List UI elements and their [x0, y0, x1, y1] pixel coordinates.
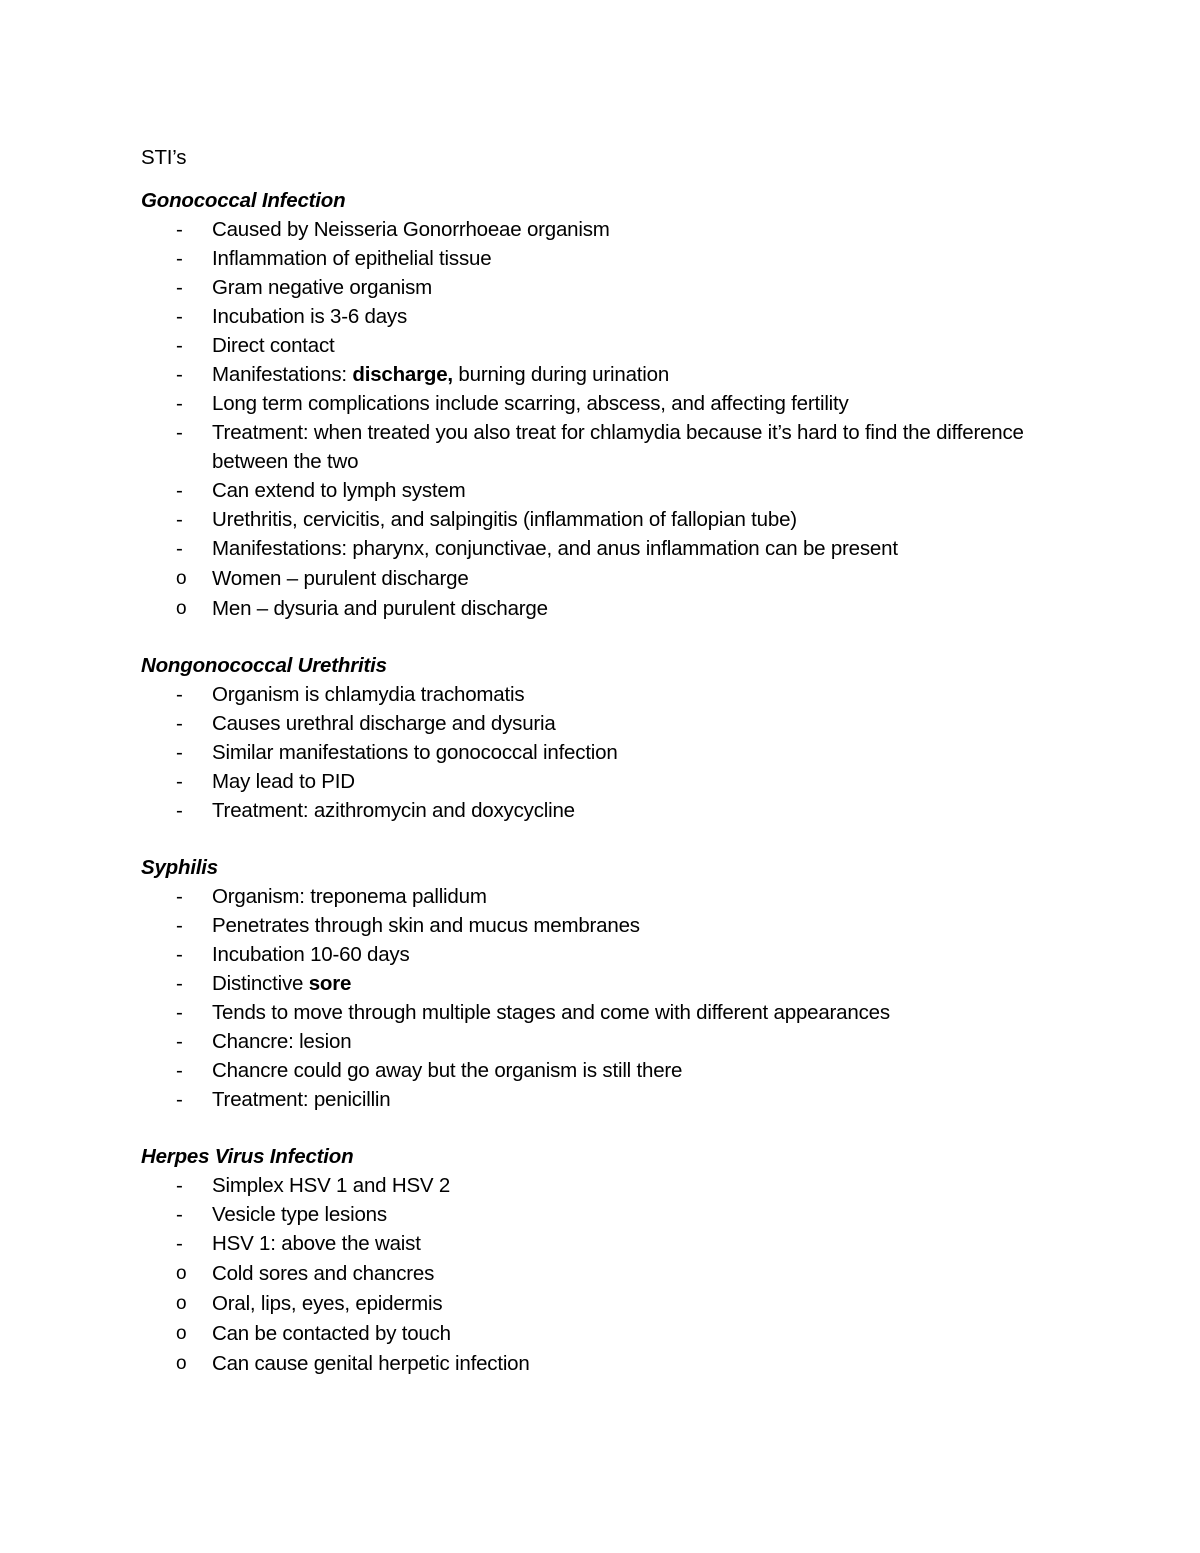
section-heading: Syphilis	[141, 856, 219, 879]
list-item: - Vesicle type lesions	[141, 1200, 1041, 1229]
list-item: - Penetrates through skin and mucus membranes	[141, 911, 1041, 940]
dash-marker: -	[176, 1088, 183, 1111]
section-heading: Gonococcal Infection	[141, 189, 346, 212]
dash-marker: -	[176, 741, 183, 764]
circle-marker: o	[176, 1323, 187, 1344]
bullet-list	[141, 215, 1041, 563]
dash-marker: -	[176, 392, 183, 415]
bullet-list	[141, 680, 1041, 825]
list-item: - Distinctive sore	[141, 969, 1041, 998]
dash-marker: -	[176, 305, 183, 328]
list-item: - Gram negative organism	[141, 273, 1041, 302]
dash-marker: -	[176, 770, 183, 793]
section-syphilis	[141, 853, 1041, 1114]
circle-marker: o	[176, 568, 187, 589]
bullet-list	[141, 1171, 1041, 1258]
list-item: - Manifestations: pharynx, conjunctivae, and anus inflammation can be present	[141, 534, 1041, 563]
dash-marker: -	[176, 363, 183, 386]
document-body	[141, 143, 1041, 1406]
dash-marker: -	[176, 1059, 183, 1082]
list-item: - Manifestations: discharge, burning during urination	[141, 360, 1041, 389]
list-item: - Incubation is 3-6 days	[141, 302, 1041, 331]
section-herpes	[141, 1142, 1041, 1378]
bold-term: sore	[308, 972, 352, 995]
dash-marker: -	[176, 1174, 183, 1197]
bold-term: discharge,	[352, 363, 453, 386]
sub-list-item: o Men – dysuria and purulent discharge	[141, 594, 1041, 623]
list-item: - Causes urethral discharge and dysuria	[141, 709, 1041, 738]
dash-marker: -	[176, 247, 183, 270]
circle-marker: o	[176, 598, 187, 619]
dash-marker: -	[176, 943, 183, 966]
sub-list-item: o Cold sores and chancres	[141, 1259, 1041, 1288]
dash-marker: -	[176, 276, 183, 299]
list-item: - Organism: treponema pallidum	[141, 882, 1041, 911]
list-item: - Treatment: penicillin	[141, 1085, 1041, 1114]
dash-marker: -	[176, 683, 183, 706]
list-item: - Direct contact	[141, 331, 1041, 360]
section-heading: Nongonococcal Urethritis	[141, 654, 387, 677]
circle-marker: o	[176, 1293, 187, 1314]
dash-marker: -	[176, 712, 183, 735]
sub-bullet-list	[141, 1259, 1041, 1378]
dash-marker: -	[176, 1001, 183, 1024]
list-item: - Treatment: when treated you also treat for chlamydia because it’s hard to find the difference between the two	[141, 418, 1041, 476]
document-title: STI’s	[141, 146, 187, 169]
list-item: - Incubation 10-60 days	[141, 940, 1041, 969]
section-heading: Herpes Virus Infection	[141, 1145, 354, 1168]
dash-marker: -	[176, 334, 183, 357]
bullet-list	[141, 882, 1041, 1114]
dash-marker: -	[176, 218, 183, 241]
list-item: - HSV 1: above the waist	[141, 1229, 1041, 1258]
dash-marker: -	[176, 1030, 183, 1053]
sub-bullet-list	[141, 564, 1041, 623]
list-item: - Caused by Neisseria Gonorrhoeae organism	[141, 215, 1041, 244]
sub-list-item: o Oral, lips, eyes, epidermis	[141, 1289, 1041, 1318]
list-item: - Simplex HSV 1 and HSV 2	[141, 1171, 1041, 1200]
sub-list-item: o Can be contacted by touch	[141, 1319, 1041, 1348]
list-item: - Organism is chlamydia trachomatis	[141, 680, 1041, 709]
dash-marker: -	[176, 885, 183, 908]
section-gonococcal	[141, 186, 1041, 623]
sub-list-item: o Women – purulent discharge	[141, 564, 1041, 593]
list-item: - Tends to move through multiple stages and come with different appearances	[141, 998, 1041, 1027]
circle-marker: o	[176, 1263, 187, 1284]
list-item: - May lead to PID	[141, 767, 1041, 796]
dash-marker: -	[176, 479, 183, 502]
dash-marker: -	[176, 799, 183, 822]
dash-marker: -	[176, 1203, 183, 1226]
section-nongonococcal	[141, 651, 1041, 825]
list-item: - Treatment: azithromycin and doxycycline	[141, 796, 1041, 825]
dash-marker: -	[176, 421, 183, 444]
list-item: - Chancre could go away but the organism is still there	[141, 1056, 1041, 1085]
circle-marker: o	[176, 1353, 187, 1374]
list-item: - Chancre: lesion	[141, 1027, 1041, 1056]
list-item: - Can extend to lymph system	[141, 476, 1041, 505]
list-item: - Urethritis, cervicitis, and salpingitis (inflammation of fallopian tube)	[141, 505, 1041, 534]
list-item: - Similar manifestations to gonococcal infection	[141, 738, 1041, 767]
dash-marker: -	[176, 972, 183, 995]
dash-marker: -	[176, 508, 183, 531]
list-item: - Long term complications include scarring, abscess, and affecting fertility	[141, 389, 1041, 418]
sub-list-item: o Can cause genital herpetic infection	[141, 1349, 1041, 1378]
dash-marker: -	[176, 914, 183, 937]
dash-marker: -	[176, 1232, 183, 1255]
dash-marker: -	[176, 537, 183, 560]
list-item: - Inflammation of epithelial tissue	[141, 244, 1041, 273]
